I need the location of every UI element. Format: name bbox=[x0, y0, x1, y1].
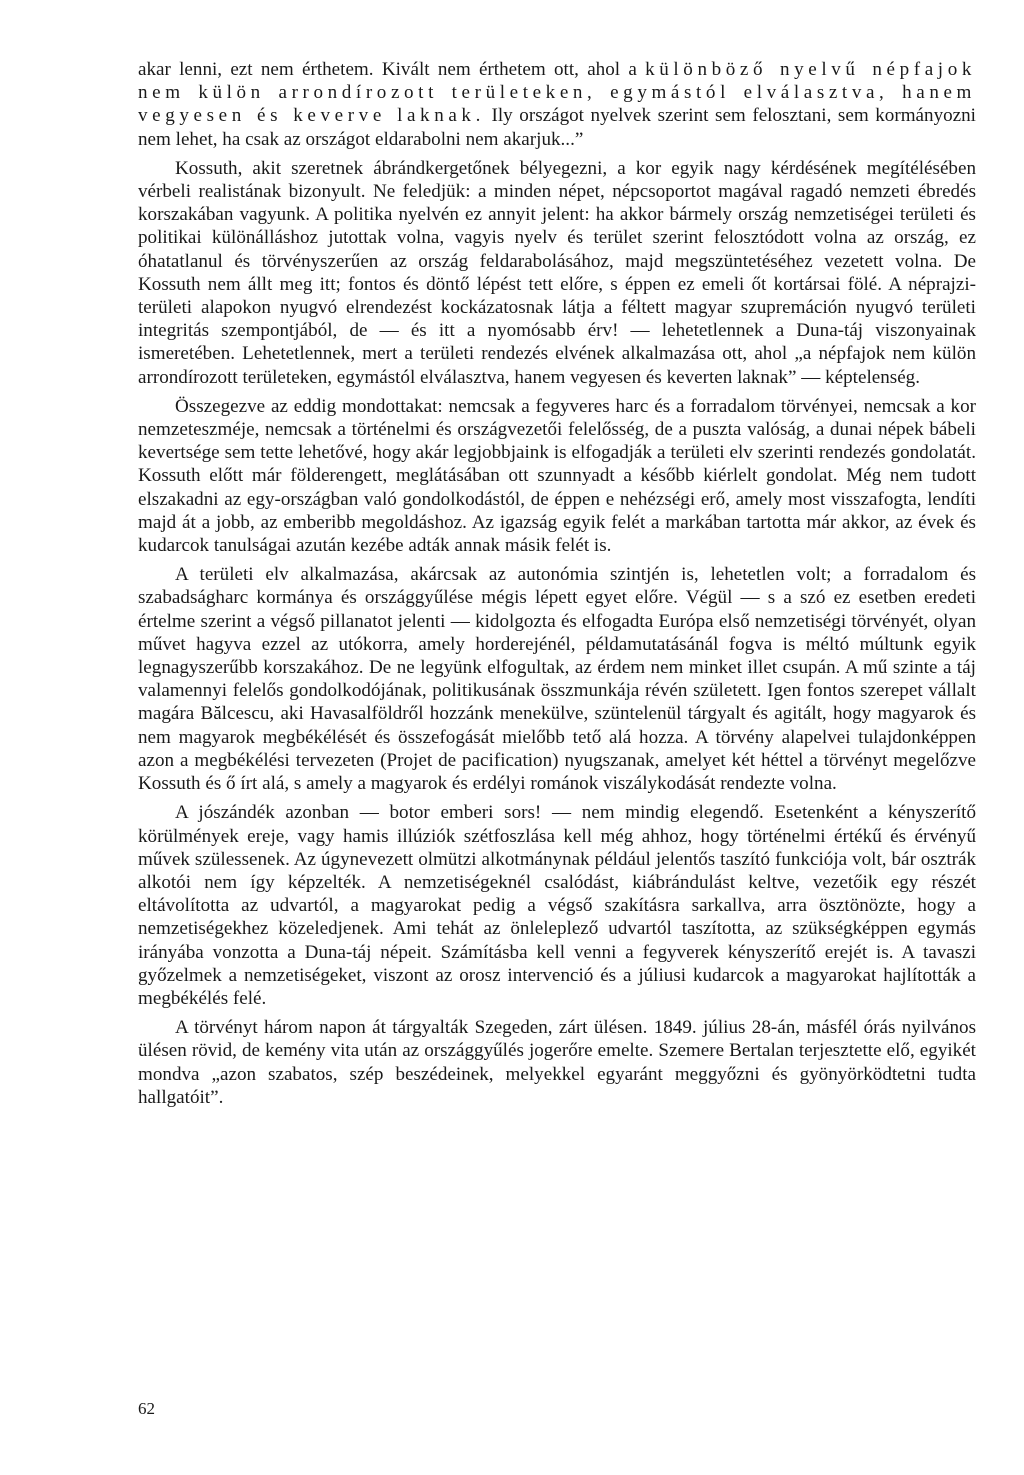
page-body bbox=[138, 58, 976, 1115]
paragraph-2: Kossuth, akit szeretnek ábrándkergetőnek bélyegezni, a kor egyik nagy kérdésének megítélésében vérbeli realistának bizonyult. Ne feledjük: a minden népet, népcsoportot magával ragadó nemzeti ébredés korszakában vagyunk. A politika nyelvén ez annyit jelent: ha akkor bármely ország nemzetiségei területi és politikai különálláshoz jutottak volna, vagyis nyelv és terület szerint felosztódott volna az ország, ez óhatatlanul és törvényszerűen az ország feldarabolásához, majd megszüntetéséhez vezetett volna. De Kossuth nem állt meg itt; fontos és döntő lépést tett előre, s éppen ez emeli őt kortársai fölé. A néprajzi-területi alapokon nyugvó elrendezést kockázatosnak látja a féltett magyar szupremáción nyugvó területi integritás szempontjából, de — és itt a nyomósabb érv! — lehetetlennek a Duna-táj viszonyainak ismeretében. Lehetetlennek, mert a területi rendezés elvének alkalmazása ott, ahol „a népfajok nem külön arrondírozott területeken, egymástól elválasztva, hanem vegyesen és keverten laknak” — képtelenség. bbox=[138, 157, 976, 388]
paragraph-4: A területi elv alkalmazása, akárcsak az autonómia szintjén is, lehetetlen volt; a forradalom és szabadságharc kormánya és országgyűlése mégis lépett egyet előre. Végül — s a szó ez esetben eredeti értelme szerint a végső pillanatot jelenti — kidolgozta és elfogadta Európa első nemzetiségi törvényét, olyan művet hagyva ezzel az utókorra, amely horderejénél, példamutatásánál fogva is méltó múltunk egyik legnagyszerűbb korszakához. De ne legyünk elfogultak, az érdem nem minket illet csupán. A mű szinte a táj valamennyi felelős gondolkodójának, politikusának összmunkája révén született. Igen fontos szerepet vállalt magára Bălcescu, aki Havasalföldről hozzánk menekülve, szüntelenül tárgyalt és agitált, hogy magyarok és nem magyarok megbékélését és összefogását mielőbb tető alá hozza. A törvény alapelvei tulajdonképpen azon a megbékélési tervezeten (Projet de pacification) nyugszanak, amelyet két héttel a törvényt megelőzve Kossuth és ő írt alá, s amely a magyarok és erdélyi románok viszálykodását rendezte volna. bbox=[138, 564, 976, 795]
spaced-quotation: különböző nyelvű népfajok nem külön arrondírozott területeken, egymástól elválasztva, hanem vegyesen és keverve laknak. bbox=[138, 59, 976, 127]
paragraph-1-end: Ily országot nyelvek szerint sem felosztani, sem kormányozni nem lehet, ha csak az országot eldarabolni nem akarjuk...” bbox=[138, 105, 976, 150]
paragraph-1 bbox=[138, 58, 976, 151]
paragraph-5: A jószándék azonban — botor emberi sors! — nem mindig elegendő. Esetenként a kényszerítő körülmények ereje, vagy hamis illúziók szétfoszlása kell még ahhoz, hogy történelmi értékű és érvényű művek szülessenek. Az úgynevezett olmützi alkotmánynak például jelentős taszító funkciója volt, bár osztrák alkotói nem így képzelték. A nemzetiségeknél csalódást, kiábrándulást keltve, vezetőik egy részét eltávolította az udvartól, a magyarokat pedig a végső szakításra sarkallva, arra ösztönözte, hogy a nemzetiségekhez közeledjenek. Ami tehát az önleleplező udvartól taszította, az szükségképpen egymás irányába vonzotta a Duna-táj népeit. Számításba kell venni a fegyverek kényszerítő erejét is. A tavaszi győzelmek a nemzetiségeket, viszont az orosz intervenció és a júliusi kudarcok a magyarokat hajlították a megbékélés felé. bbox=[138, 802, 976, 1009]
paragraph-1-intro: akar lenni, ezt nem érthetem. Kivált nem érthetem ott, ahol a bbox=[138, 59, 646, 80]
paragraph-6: A törvényt három napon át tárgyalták Szegeden, zárt ülésen. 1849. július 28-án, másfél órás nyilvános ülésen rövid, de kemény vita után az országgyűlés jogerőre emelte. Szemere Bertalan terjesztette elő, egyikét mondva „azon szabatos, szép beszédeinek, melyekkel egyaránt meggyőzni és gyönyörködtetni tudta hallgatóit”. bbox=[138, 1017, 976, 1108]
page-number: 62 bbox=[138, 1399, 155, 1418]
paragraph-3: Összegezve az eddig mondottakat: nemcsak a fegyveres harc és a forradalom törvényei, nemcsak a kor nemzeteszméje, nemcsak a történelmi és országvezetői felelősség, de a puszta valóság, a dunai népek bábeli kevertsége sem tette lehetővé, hogy akár legjobbjaink is elfogadják a területi elv szerinti rendezés gondolatát. Kossuth előtt már földerengett, meglátásában ott szunnyadt a később kiérlelt gondolat. Még nem tudott elszakadni az egy-országban való gondolkodástól, de éppen e nehézségi erő, amely most visszafogta, lendíti majd át a jobb, az emberibb megoldáshoz. Az igazság egyik felét a markában tartotta már akkor, az évek és kudarcok tanulságai azután kezébe adták annak másik felét is. bbox=[138, 395, 976, 557]
